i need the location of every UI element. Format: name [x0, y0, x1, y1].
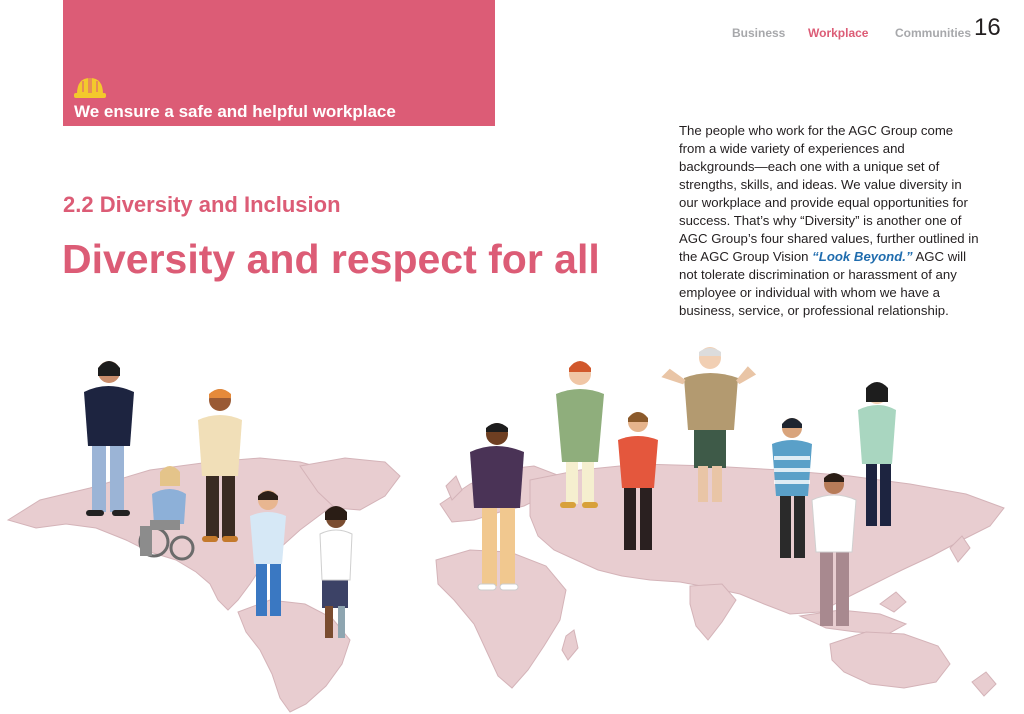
- group-vision-name: “Look Beyond.”: [812, 249, 913, 264]
- section-subtitle: 2.2 Diversity and Inclusion: [63, 192, 341, 217]
- page-number: 16: [974, 14, 1001, 41]
- nav-communities[interactable]: Communities: [895, 26, 972, 40]
- page-title: Diversity and respect for all: [62, 236, 600, 282]
- hard-hat-icon: [73, 74, 107, 102]
- body-paragraph: [679, 122, 979, 320]
- nav-workplace[interactable]: Workplace: [808, 26, 869, 40]
- body-text-part1: The people who work for the AGC Group come from a wide variety of experiences and backgrounds—each one with a unique set of strengths, skills, and ideas. We value diversity in our workplace and provide equal opportunities for success. That’s why “Diversity” is another one of AGC Group’s four shared values, further outlined in the AGC Group Vision: [679, 123, 979, 264]
- nav-business[interactable]: Business: [732, 26, 786, 40]
- banner-title: We ensure a safe and helpful workplace: [74, 102, 396, 121]
- section-banner: [63, 0, 495, 126]
- body-text-part2: AGC will not tolerate discrimination or harassment of any employee or individual with whom we have a business, service, or professional relationship.: [679, 249, 967, 318]
- world-map-people-illustration: [0, 340, 1024, 714]
